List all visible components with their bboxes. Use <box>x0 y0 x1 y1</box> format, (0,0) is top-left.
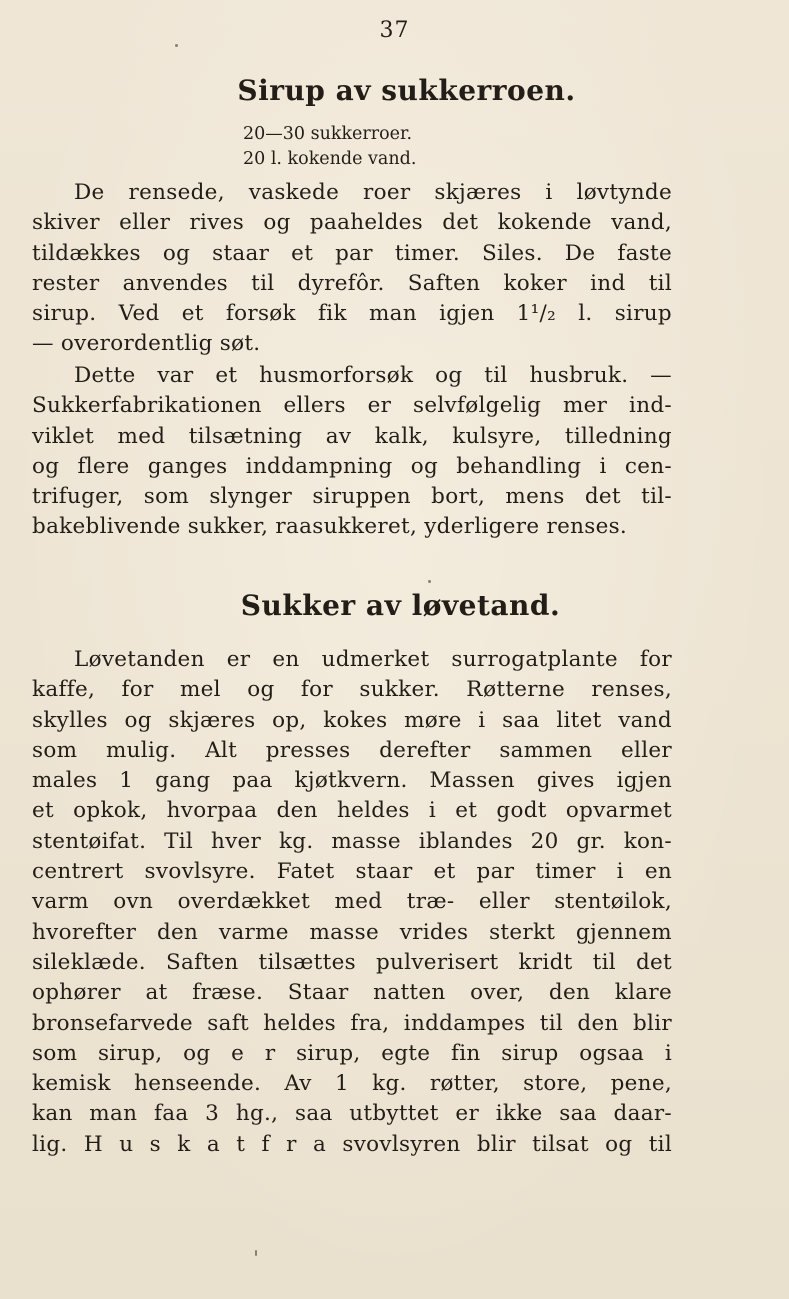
text-line: stentøifat. Til hver kg. masse iblandes 20 gr. kon- <box>32 828 672 854</box>
text-line: sileklæde. Saften tilsættes pulverisert kridt til det <box>32 949 672 975</box>
text-line: og flere ganges inddampning og behandling i cen- <box>32 453 672 479</box>
text-line: De rensede, vaskede roer skjæres i løvtynde <box>74 180 672 205</box>
text-line: Løvetanden er en udmerket surrogatplante for <box>74 647 672 672</box>
paragraph-lovetand <box>32 645 672 1160</box>
text-line: trifuger, som slynger siruppen bort, mens det til- <box>32 484 672 510</box>
text-line: Sukkerfabrikationen ellers er selvfølgelig mer ind- <box>32 393 672 419</box>
ingredient-list <box>243 122 416 172</box>
paper-speck <box>428 580 431 583</box>
paragraph-sukkerfabrikation <box>32 361 672 543</box>
text-line: kemisk henseende. Av 1 kg. røtter, store, pene, <box>32 1071 672 1097</box>
text-line: viklet med tilsætning av kalk, kulsyre, tilledning <box>32 423 672 449</box>
text-line: sirup. Ved et forsøk fik man igjen 1¹/₂ l. sirup <box>32 301 672 327</box>
section-title-lovetand: Sukker av løvetand. <box>240 589 561 622</box>
text-line: lig. H u s k a t f r a svovlsyren blir tilsat og til <box>32 1131 672 1157</box>
ingredient-item: 20—30 sukkerroer. <box>243 124 413 144</box>
text-line: — overordentlig søt. <box>32 331 261 357</box>
text-line: skiver eller rives og paaheldes det kokende vand, <box>32 210 672 236</box>
text-line: et opkok, hvorpaa den heldes i et godt opvarmet <box>32 798 672 824</box>
paragraph-sirup-method <box>32 178 672 360</box>
section-title-sirup: Sirup av sukkerroen. <box>237 74 576 107</box>
ingredient-item: 20 l. kokende vand. <box>243 149 417 169</box>
text-line: bakeblivende sukker, raasukkeret, yderligere renses. <box>32 514 628 540</box>
text-line: hvorefter den varme masse vrides sterkt gjennem <box>32 919 672 945</box>
paper-speck <box>255 1250 257 1256</box>
text-line: varm ovn overdækket med træ- eller stentøilok, <box>32 889 672 915</box>
text-line: som mulig. Alt presses derefter sammen eller <box>32 737 672 763</box>
text-line: Dette var et husmorforsøk og til husbruk. — <box>74 363 672 388</box>
text-line: bronsefarvede saft heldes fra, inddampes til den blir <box>32 1010 672 1036</box>
text-line: tildækkes og staar et par timer. Siles. De faste <box>32 240 672 266</box>
text-line: som sirup, og e r sirup, egte fin sirup ogsaa i <box>32 1040 672 1066</box>
text-line: kan man faa 3 hg., saa utbyttet er ikke saa daar- <box>32 1101 672 1127</box>
text-line: males 1 gang paa kjøtkvern. Massen gives igjen <box>32 768 672 794</box>
page-number: 37 <box>379 18 410 43</box>
text-line: skylles og skjæres op, kokes møre i saa litet vand <box>32 707 672 733</box>
text-line: centrert svovlsyre. Fatet staar et par timer i en <box>32 859 672 885</box>
text-line: kaffe, for mel og for sukker. Røtterne renses, <box>32 677 672 703</box>
paper-speck <box>175 44 178 47</box>
text-line: ophører at fræse. Staar natten over, den klare <box>32 980 672 1006</box>
text-line: rester anvendes til dyrefôr. Saften koker ind til <box>32 270 672 296</box>
